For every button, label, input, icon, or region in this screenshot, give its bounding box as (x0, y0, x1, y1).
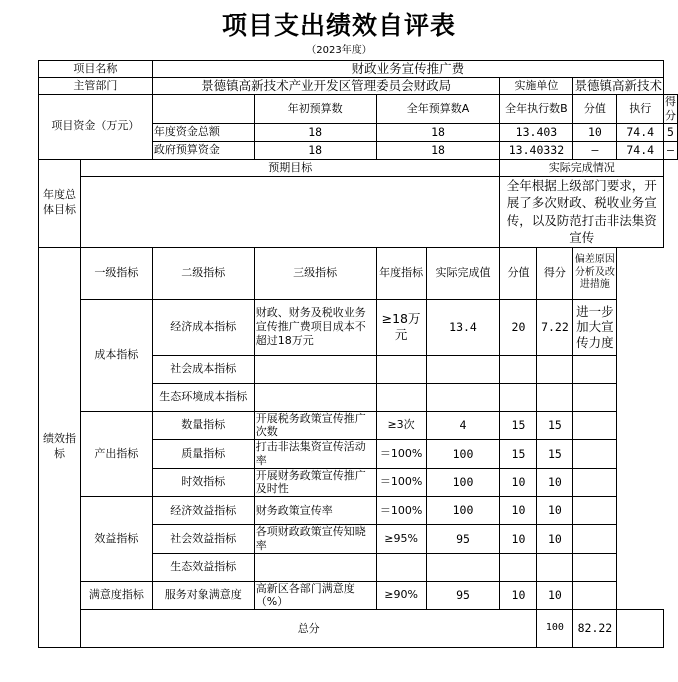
perf-l3: 开展税务政策宣传推广次数 (254, 411, 376, 440)
perf-weight: 15 (500, 440, 537, 469)
perf-score (537, 383, 573, 411)
perf-l3: 高新区各部门满意度（%） (254, 581, 376, 610)
funds-header-initial: 年初预算数 (254, 95, 376, 124)
perf-l2: 社会效益指标 (152, 525, 254, 554)
total-score: 82.22 (573, 610, 617, 648)
perf-header-score: 得分 (537, 247, 573, 299)
perf-remark (573, 525, 617, 554)
funds-label: 项目资金（万元） (39, 95, 153, 160)
perf-target: ≥3次 (376, 411, 426, 440)
perf-l2: 生态效益指标 (152, 553, 254, 581)
perf-actual: 13.4 (426, 299, 500, 355)
perf-actual: 4 (426, 411, 500, 440)
perf-remark (573, 468, 617, 497)
perf-l1-output: 产出指标 (80, 411, 152, 497)
perf-l3: 打击非法集资宣传活动率 (254, 440, 376, 469)
perf-remark (573, 497, 617, 525)
perf-target: ＝100% (376, 497, 426, 525)
perf-target: ≥18万元 (376, 299, 426, 355)
perf-weight: 10 (500, 468, 537, 497)
perf-target (376, 355, 426, 383)
funds-header-executed: 全年执行数B (500, 95, 573, 124)
funds-row-rate: 74.4 (617, 123, 664, 141)
perf-l3: 财务政策宣传率 (254, 497, 376, 525)
perf-target (376, 383, 426, 411)
funds-header-score: 得分 (665, 95, 676, 122)
funds-header-annual: 全年预算数A (376, 95, 500, 124)
perf-l2: 社会成本指标 (152, 355, 254, 383)
perf-l2: 经济成本指标 (152, 299, 254, 355)
perf-actual: 95 (426, 581, 500, 610)
perf-l2: 时效指标 (152, 468, 254, 497)
funds-row-score: — (664, 141, 678, 159)
funds-header-rate: 执行 (617, 95, 664, 124)
perf-weight: 10 (500, 525, 537, 554)
total-label: 总分 (80, 610, 537, 648)
perf-header-target: 年度指标 (376, 247, 426, 299)
project-name-label: 项目名称 (39, 61, 153, 78)
perf-weight: 15 (500, 411, 537, 440)
funds-row-score: 5 (664, 123, 678, 141)
perf-l3 (254, 355, 376, 383)
funds-row-annual: 18 (376, 123, 500, 141)
perf-actual: 100 (426, 468, 500, 497)
perf-score: 15 (537, 411, 573, 440)
perf-label: 绩效指标 (39, 247, 81, 648)
funds-row-initial: 18 (254, 141, 376, 159)
perf-score: 10 (537, 468, 573, 497)
goals-actual-header: 实际完成情况 (500, 159, 664, 176)
perf-score: 10 (537, 497, 573, 525)
project-name: 财政业务宣传推广费 (152, 61, 663, 78)
perf-target: ≥90% (376, 581, 426, 610)
perf-remark (573, 581, 617, 610)
perf-l1-cost: 成本指标 (80, 299, 152, 411)
goals-actual: 全年根据上级部门要求，开展了多次财政、税收业务宣传，以及防范打击非法集资宣传 (500, 176, 664, 247)
perf-weight: 20 (500, 299, 537, 355)
perf-remark (573, 411, 617, 440)
perf-remark (573, 355, 617, 383)
perf-l2: 服务对象满意度 (152, 581, 254, 610)
perf-header-remark: 偏差原因分析及改进措施 (573, 247, 617, 299)
perf-l1-satisfaction: 满意度指标 (80, 581, 152, 610)
perf-actual (426, 383, 500, 411)
perf-weight: 10 (500, 581, 537, 610)
perf-l1-benefit: 效益指标 (80, 497, 152, 582)
total-blank (617, 610, 664, 648)
perf-header-l2: 二级指标 (152, 247, 254, 299)
perf-target: ＝100% (376, 440, 426, 469)
funds-row-score-value: — (573, 141, 617, 159)
perf-actual: 95 (426, 525, 500, 554)
funds-row-name: 年度资金总额 (152, 123, 254, 141)
perf-score: 10 (537, 525, 573, 554)
perf-remark (573, 553, 617, 581)
perf-l3: 开展财务政策宣传推广及时性 (254, 468, 376, 497)
funds-row-rate: 74.4 (617, 141, 664, 159)
perf-actual (426, 553, 500, 581)
funds-header-score-value: 分值 (573, 95, 617, 124)
impl-unit: 景德镇高新技术 (574, 78, 662, 94)
funds-row-executed: 13.403 (500, 123, 573, 141)
funds-header-blank (152, 95, 254, 124)
perf-l2: 生态环境成本指标 (152, 383, 254, 411)
perf-score: 15 (537, 440, 573, 469)
perf-l2: 质量指标 (152, 440, 254, 469)
perf-remark: 进一步加大宣传力度 (573, 299, 617, 355)
perf-remark (573, 440, 617, 469)
goals-expected (80, 176, 500, 247)
perf-score (537, 355, 573, 383)
perf-weight (500, 383, 537, 411)
perf-header-weight: 分值 (500, 247, 537, 299)
dept-label: 主管部门 (39, 78, 153, 95)
impl-label: 实施单位 (500, 78, 573, 95)
perf-score: 10 (537, 581, 573, 610)
perf-target (376, 553, 426, 581)
perf-score: 7.22 (537, 299, 573, 355)
perf-l3 (254, 553, 376, 581)
self-evaluation-table (38, 60, 678, 648)
dept-name: 景德镇高新技术产业开发区管理委员会财政局 (152, 78, 500, 95)
perf-l3 (254, 383, 376, 411)
perf-l2: 经济效益指标 (152, 497, 254, 525)
perf-header-actual: 实际完成值 (426, 247, 500, 299)
funds-row-initial: 18 (254, 123, 376, 141)
perf-target: ＝100% (376, 468, 426, 497)
funds-row-annual: 18 (376, 141, 500, 159)
perf-l3: 各项财政政策宣传知晓率 (254, 525, 376, 554)
perf-header-l3: 三级指标 (254, 247, 376, 299)
perf-l3: 财政、财务及税收业务宣传推广费项目成本不超过18万元 (254, 299, 376, 355)
funds-row-name: 政府预算资金 (152, 141, 254, 159)
goals-expected-header: 预期目标 (80, 159, 500, 176)
perf-actual: 100 (426, 440, 500, 469)
perf-actual: 100 (426, 497, 500, 525)
perf-target: ≥95% (376, 525, 426, 554)
perf-weight: 10 (500, 497, 537, 525)
perf-weight (500, 355, 537, 383)
year-note: （2023年度） (306, 45, 372, 56)
page-title: 项目支出绩效自评表 (221, 11, 456, 40)
funds-row-score-value: 10 (573, 123, 617, 141)
perf-score (537, 553, 573, 581)
goals-label: 年度总体目标 (39, 159, 81, 247)
total-weight: 100 (537, 610, 573, 648)
perf-l2: 数量指标 (152, 411, 254, 440)
perf-weight (500, 553, 537, 581)
perf-remark (573, 383, 617, 411)
perf-actual (426, 355, 500, 383)
funds-row-executed: 13.40332 (500, 141, 573, 159)
perf-header-l1: 一级指标 (80, 247, 152, 299)
